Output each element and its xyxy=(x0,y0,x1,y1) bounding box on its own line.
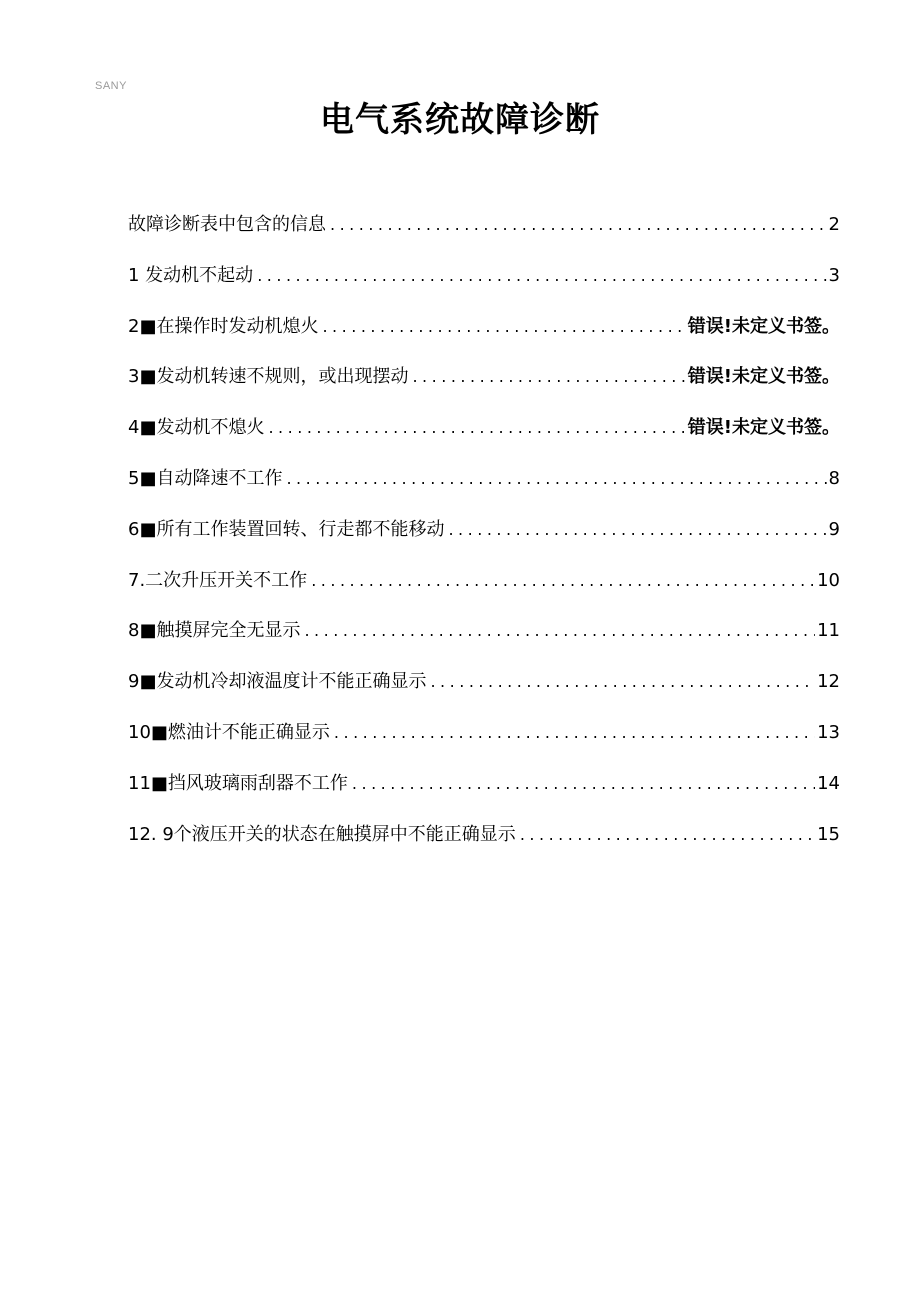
toc-dot-leader xyxy=(412,352,685,403)
toc-entry[interactable] xyxy=(128,302,840,353)
toc-entry-title: 7.二次升压开关不工作 xyxy=(128,569,308,591)
toc-entry[interactable] xyxy=(128,454,840,505)
toc-entry[interactable] xyxy=(128,810,840,861)
toc-entry-title: 9■发动机冷却液温度计不能正确显示 xyxy=(128,671,427,693)
toc-entry-title: 8■触摸屏完全无显示 xyxy=(128,620,301,642)
toc-entry-title: 2■在操作时发动机熄火 xyxy=(128,315,319,337)
document-title: 电气系统故障诊断 xyxy=(320,100,600,140)
toc-entry[interactable] xyxy=(128,505,840,556)
toc-dot-leader xyxy=(286,454,826,505)
toc-entry[interactable] xyxy=(128,403,840,454)
toc-entry-page: 11 xyxy=(817,620,840,642)
toc-entry-title: 6■所有工作装置回转、行走都不能移动 xyxy=(128,518,445,540)
toc-entry-page: 13 xyxy=(817,721,840,743)
toc-entry[interactable] xyxy=(128,657,840,708)
toc-dot-leader xyxy=(257,251,826,302)
toc-dot-leader xyxy=(330,200,827,251)
toc-entry-page-error: 错误!未定义书签。 xyxy=(687,315,840,337)
toc-entry-page: 14 xyxy=(817,772,840,794)
toc-entry-page-error: 错误!未定义书签。 xyxy=(687,417,840,439)
toc-entry-page: 10 xyxy=(817,569,840,591)
toc-entry-page: 2 xyxy=(828,214,840,235)
toc-entry-page-error: 错误!未定义书签。 xyxy=(687,366,840,388)
toc-entry-title: 10■燃油计不能正确显示 xyxy=(128,721,330,743)
toc-entry[interactable] xyxy=(128,352,840,403)
toc-dot-leader xyxy=(448,505,826,556)
toc-dot-leader xyxy=(311,556,815,607)
toc-dot-leader xyxy=(352,759,815,810)
toc-entry-page: 9 xyxy=(828,518,840,540)
toc-entry-page: 12 xyxy=(817,671,840,693)
toc-entry[interactable] xyxy=(128,251,840,302)
toc-entry[interactable] xyxy=(128,708,840,759)
toc-dot-leader xyxy=(268,403,685,454)
table-of-contents xyxy=(128,200,840,860)
toc-entry-page: 3 xyxy=(828,264,840,286)
toc-entry-title: 12. 9个液压开关的状态在触摸屏中不能正确显示 xyxy=(128,823,516,845)
toc-entry-title: 3■发动机转速不规则，或出现摆动 xyxy=(128,366,409,388)
toc-entry-title: 4■发动机不熄火 xyxy=(128,417,265,439)
toc-entry[interactable] xyxy=(128,200,840,251)
toc-entry-title: 5■自动降速不工作 xyxy=(128,467,283,489)
toc-dot-leader xyxy=(322,302,685,353)
toc-entry[interactable] xyxy=(128,606,840,657)
toc-entry-title: 11■挡风玻璃雨刮器不工作 xyxy=(128,772,348,794)
toc-entry-page: 8 xyxy=(828,467,840,489)
toc-dot-leader xyxy=(304,606,815,657)
toc-entry[interactable] xyxy=(128,556,840,607)
toc-entry[interactable] xyxy=(128,759,840,810)
toc-dot-leader xyxy=(430,657,815,708)
toc-dot-leader xyxy=(520,810,815,861)
toc-entry-title: 1 发动机不起动 xyxy=(128,264,254,286)
header-brand-mark: SANY xyxy=(95,80,127,92)
toc-entry-page: 15 xyxy=(817,823,840,845)
toc-entry-title: 故障诊断表中包含的信息 xyxy=(128,214,326,235)
toc-dot-leader xyxy=(334,708,815,759)
